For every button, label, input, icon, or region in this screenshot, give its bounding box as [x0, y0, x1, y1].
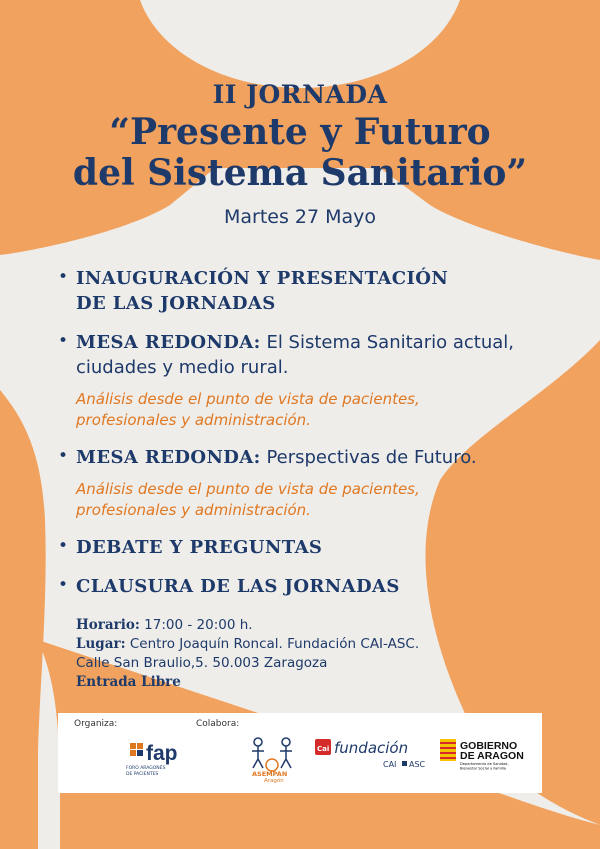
agenda-item-debate	[58, 535, 578, 560]
cai-badge: Cai	[317, 745, 330, 753]
bullet-icon: •	[58, 446, 69, 466]
agenda-item-round-table-2	[58, 445, 578, 521]
event-info	[76, 616, 419, 692]
agenda-item-title: MESA REDONDA:	[76, 332, 261, 353]
agenda-item-title: CLAUSURA DE LAS JORNADAS	[76, 576, 400, 597]
gobierno-department-2: Bienestar Social y Familia	[460, 766, 506, 771]
agenda-item-title: DE LAS JORNADAS	[76, 293, 276, 314]
agenda-item-title: MESA REDONDA:	[76, 447, 261, 468]
event-title-line-2: del Sistema Sanitario”	[72, 152, 528, 194]
edition-title: II JORNADA	[212, 80, 388, 109]
agenda-item-text: ciudades y medio rural.	[76, 357, 289, 378]
gobierno-line-1: GOBIERNO	[460, 740, 518, 752]
gobierno-line-2: DE ARAGON	[460, 750, 524, 762]
address: Calle San Braulio,5. 50.003 Zaragoza	[76, 655, 328, 671]
agenda-item-title: DEBATE Y PREGUNTAS	[76, 537, 323, 558]
gobierno-department-1: Departamento de Sanidad,	[460, 762, 509, 766]
organiza-label: Organiza:	[74, 719, 118, 729]
agenda-item-text: Perspectivas de Futuro.	[260, 447, 477, 468]
colabora-label: Colabora:	[196, 719, 240, 729]
schedule: Horario: 17:00 - 20:00 h.	[76, 617, 253, 633]
fundacion-asc: ASC	[409, 760, 426, 769]
event-title	[0, 112, 600, 194]
agenda-item-note: Análisis desde el punto de vista de pacientes, profesionales y administración.	[76, 390, 420, 429]
fundacion-cai: CAI	[383, 760, 397, 769]
venue: Lugar: Centro Joaquín Roncal. Fundación CAI-ASC.	[76, 636, 420, 652]
bullet-icon: •	[58, 575, 69, 595]
fap-subtitle-1: FORO ARAGONÉS	[126, 766, 166, 771]
entry-info: Entrada Libre	[76, 674, 181, 690]
asociacion-name: ASEMPAN	[252, 770, 288, 778]
event-date: Martes 27 Mayo	[223, 206, 377, 228]
agenda-item-title: INAUGURACIÓN Y PRESENTACIÓN	[76, 268, 449, 289]
bullet-icon: •	[58, 331, 69, 351]
agenda-item-round-table-1	[58, 330, 578, 431]
fap-logo	[122, 735, 212, 783]
gobierno-aragon-logo	[438, 737, 534, 773]
sponsors-footer	[58, 713, 542, 793]
asociacion-region: Aragón	[264, 778, 284, 784]
agenda-item-inauguration	[58, 266, 578, 316]
agenda-item-text: El Sistema Sanitario actual,	[260, 332, 514, 353]
event-title-line-1: “Presente y Futuro	[109, 111, 491, 153]
fap-subtitle-2: DE PACIENTES	[126, 772, 159, 777]
bullet-icon: •	[58, 267, 69, 287]
fundacion-cai-logo	[313, 735, 426, 775]
fundacion-name: fundación	[334, 739, 409, 757]
bullet-icon: •	[58, 536, 69, 556]
asociacion-logo	[246, 733, 300, 783]
fap-name: fap	[146, 742, 178, 765]
agenda-item-note: Análisis desde el punto de vista de pacientes, profesionales y administración.	[76, 480, 420, 519]
agenda-list	[58, 266, 578, 613]
agenda-item-closing	[58, 574, 578, 599]
